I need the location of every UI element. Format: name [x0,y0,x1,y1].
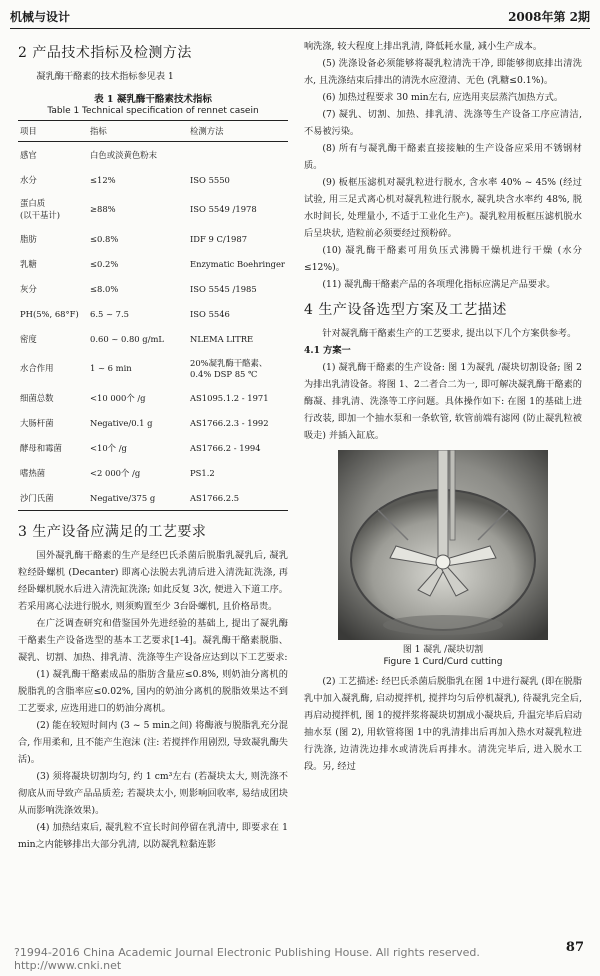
requirement-paragraph: (10) 凝乳酶干酪素可用负压式沸腾干燥机进行干燥 (水分≤12%)。 [304,245,582,273]
section-2-heading: 2 产品技术指标及检测方法 [18,45,192,61]
requirement-paragraph: (7) 凝乳、切割、加热、排乳清、洗涤等生产设备工序应清洁, 不易被污染。 [304,109,582,137]
cell-spec: <10个 /g [90,442,127,453]
cell-item: 密度 [20,333,37,344]
table-row [18,435,288,460]
table-row [18,326,288,351]
cell-spec: ≥88% [90,204,116,214]
cell-method: IDF 9 C/1987 [190,233,248,244]
section-3-paragraph: 国外凝乳酶干酪素的生产是经巴氏杀菌后脱脂乳凝乳后, 凝乳粒经卧螺机 (Decanter) 即离心法脱去乳清后进入清洗缸洗涤, 再经卧螺机脱水后进入清洗缸洗涤; 如此反复 3次, 便进入下道工序。若采用离心法进行脱水, 则须购置至少 3台卧螺机, 且价格昂贵。 [18,550,288,612]
cell-method: AS1095.1.2 - 1971 [190,392,269,403]
table-row [18,301,288,326]
issue-label: 2008年第 2期 [508,10,590,24]
cell-item: 细菌总数 [20,392,54,403]
requirement-paragraph: (5) 洗涤设备必须能够将凝乳粒清洗干净, 即能够彻底排出清洗水, 且洗涤结束后排出的清洗水应澄清、无色 (乳糖≤0.1%)。 [304,58,582,86]
table-row [18,410,288,435]
section-4-intro: 针对凝乳酶干酪素生产的工艺要求, 提出以下几个方案供参考。 [322,328,577,339]
cell-item: 蛋白质 (以干基计) [20,198,61,220]
table-row [18,142,288,168]
section-3-paragraph: (2) 能在较短时间内 (3 ~ 5 min之间) 将酶液与脱脂乳充分混合, 作用柔和, 且不能产生泡沫 (注: 若搅拌作用剧烈, 导致凝乳酶失活)。 [18,720,288,765]
cell-spec: 白色或淡黄色粉末 [90,149,157,160]
table-row [18,167,288,192]
requirement-paragraph: (11) 凝乳酶干酪素产品的各项理化指标应满足产品要求。 [322,279,556,290]
cell-method: NLEMA LITRE [190,333,254,344]
cell-spec: Negative/0.1 g [90,417,153,428]
requirement-paragraph: (9) 板框压滤机对凝乳粒进行脱水, 含水率 40% ~ 45% (经过试验, 用三足式离心机对凝乳粒进行脱水, 凝乳块含水率约 48%, 脱水时间长, 处理量小, 不适于工业化生产)。凝乳粒用板框压滤机脱水后呈块状, 造粒前必须要经过预粉碎。 [304,177,582,239]
subsection-4-1-heading: 4.1 方案一 [304,345,351,356]
requirement-paragraph: (8) 所有与凝乳酶干酪素直接接触的生产设备应采用不锈钢材质。 [304,143,582,171]
cell-item: 嗜热菌 [20,467,46,478]
running-header [10,6,590,26]
section-3-paragraph: (3) 须将凝块切割均匀, 约 1 cm³左右 (若凝块太大, 则洗涤不彻底从而导致产品品质差; 若凝块太小, 则影响回收率, 易结成团块从而影响洗涤效果)。 [18,771,288,816]
cell-method: ISO 5549 /1978 [190,204,257,214]
cell-spec: ≤12% [90,174,116,185]
section-3-paragraph: (4) 加热结束后, 凝乳粒不宜长时间停留在乳清中, 即要求在 1 min之内能够排出大部分乳清, 以防凝乳粒黏连影 [18,822,288,850]
cell-method: Enzymatic Boehringer [190,258,285,269]
cell-method: 20%凝乳酶干酪素、0.4% DSP 85 ℃ [190,358,268,379]
table-row [18,276,288,301]
cell-spec: ≤0.2% [90,258,119,269]
cell-item: 乳糖 [20,258,37,269]
table-row [18,226,288,251]
cell-method: AS1766.2.5 [188,485,288,511]
table-header-row [18,121,288,142]
col-header-method: 检测方法 [188,121,288,142]
cell-method [188,142,288,168]
cell-method: AS1766.2.3 - 1992 [190,417,269,428]
section-3-heading: 3 生产设备应满足的工艺要求 [18,524,207,540]
table-row [18,460,288,485]
section-4-paragraph: (1) 凝乳酶干酪素的生产设备: 图 1为凝乳 /凝块切割设备; 图 2为排出乳清设备。将图 1、2二者合二为一, 即可解决凝乳酶干酪素的酶凝、排乳清、洗涤等工序问题。具体操作如下: 在图 1的基础上进行改装, 即加一个抽水泵和一条软管, 软管前端有滤网 (防止凝乳粒被吸走) 并插入缸底。 [304,362,582,441]
requirement-paragraph: (6) 加热过程要求 30 min左右, 应选用夹层蒸汽加热方式。 [322,92,564,103]
journal-name: 机械与设计 [10,10,71,24]
page-footer [14,940,586,970]
continued-paragraph: 响洗涤, 较大程度上排出乳清, 降低耗水量, 减小生产成本。 [304,41,543,52]
section-3-paragraph: (1) 凝乳酶干酪素成品的脂肪含量应≤0.8%, 则奶油分离机的脱脂乳的含脂率应≤0.02%, 国内的奶油分离机的脱脂效果达不到工艺要求, 应选用进口的奶油分离机。 [18,669,288,714]
table-1-title: 表 1 凝乳酶干酪素技术指标 [94,94,212,105]
col-header-spec: 指标 [88,121,188,142]
section-4-paragraph: (2) 工艺描述: 经巴氏杀菌后脱脂乳在图 1中进行凝乳 (即在脱脂乳中加入凝乳酶, 启动搅拌机, 搅拌均匀后停机凝乳), 待凝乳完全后, 再启动搅拌机, 图 1的搅拌浆将凝块切割成小凝块后, 升温完毕后启动抽水泵 (图 2), 用软管将图 1中的乳清排出后再加入热水对凝乳粒进行洗涤, 边清洗边排水或清洗后再排水。清洗完毕后, 进入脱水工段。另, 经过 [304,676,582,772]
table-row [18,251,288,276]
header-divider [10,28,590,29]
cell-spec: ≤8.0% [90,283,119,294]
table-row [18,192,288,226]
cell-spec: Negative/375 g [88,485,188,511]
curd-cutting-tank-image [338,450,548,640]
cell-item: 感官 [20,149,37,160]
figure-1-caption: 图 1 凝乳 /凝块切割 [402,645,484,655]
cell-item: 大肠杆菌 [20,417,54,428]
cell-method: ISO 5546 [190,308,230,319]
cell-spec: <2 000个 /g [90,467,141,478]
figure-1-photo [338,450,548,640]
table-row [18,485,288,511]
cell-spec: 6.5 ~ 7.5 [90,308,129,319]
table-row [18,351,288,385]
cell-spec: 1 ~ 6 min [90,363,132,373]
cell-method: AS1766.2 - 1994 [190,442,261,453]
spec-table [18,120,288,511]
page-number: 87 [565,940,584,955]
table-1-title-en: Table 1 Technical specification of rennet casein [47,106,259,116]
cell-spec: <10 000个 /g [90,392,146,403]
cell-spec: ≤0.8% [90,233,119,244]
cell-item: 灰分 [20,283,37,294]
figure-1-caption-en: Figure 1 Curd/Curd cutting [383,657,503,667]
cell-method: ISO 5545 /1985 [190,283,257,294]
right-column [304,38,582,775]
cell-item: 水分 [20,174,37,185]
cell-item: 水合作用 [20,363,54,373]
copyright-notice: ?1994-2016 China Academic Journal Electronic Publishing House. All rights reserved. http://www.cnki.net [14,946,480,972]
cell-method: PS1.2 [190,467,215,478]
cell-item: 沙门氏菌 [18,485,88,511]
left-column [18,38,288,853]
table-row [18,385,288,410]
cell-item: PH(5%, 68°F) [20,308,79,319]
cell-item: 酵母和霉菌 [20,442,62,453]
section-2-intro: 凝乳酶干酪素的技术指标参见表 1 [36,71,174,82]
cell-item: 脂肪 [20,233,37,244]
section-3-paragraph: 在广泛调查研究和借鉴国外先进经验的基础上, 提出了凝乳酶干酪素生产设备选型的基本工艺要求[1-4]。凝乳酶干酪素脱脂、凝乳、切割、加热、排乳清、洗涤等生产设备应达到以下工艺要求: [18,618,288,663]
section-4-heading: 4 生产设备选型方案及工艺描述 [304,302,507,318]
cell-method: ISO 5550 [190,174,230,185]
cell-spec: 0.60 ~ 0.80 g/mL [90,333,164,344]
col-header-item: 项目 [18,121,88,142]
